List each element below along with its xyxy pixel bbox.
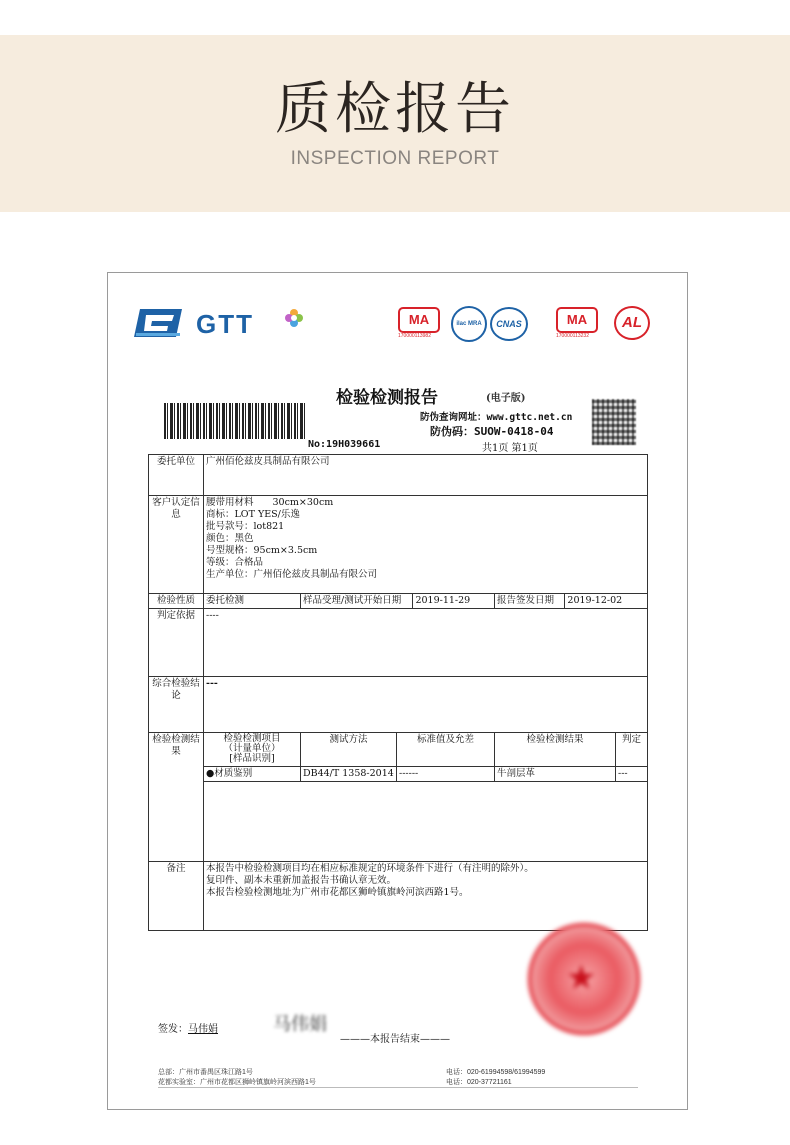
results-header-method: 测试方法 (301, 733, 397, 767)
gtt-flower-icon (284, 308, 304, 328)
result-method: DB44/T 1358-2014 (301, 767, 397, 782)
info-line: 腰带用材料 30cm×30cm (206, 497, 334, 508)
cma-number-2: 170000113232 (556, 333, 589, 339)
remark-line: 本报告检验检测地址为广州市花都区狮岭镇旗岭河滨西路1号。 (206, 887, 469, 898)
footer-phone-2: 电话：020-37721161 (446, 1079, 512, 1086)
signature-label: 签发： (158, 1024, 188, 1035)
basis-row (149, 609, 648, 677)
report-number: No:19H039661 (308, 439, 381, 450)
inspection-report-document (107, 272, 688, 1110)
basis-label: 判定依据 (149, 609, 204, 677)
anti-fake-code: 防伪码：SUOW-0418-04 (430, 425, 554, 438)
result-item: ●材质鉴别 (204, 767, 301, 782)
issue-date-cell (495, 594, 648, 609)
remarks-value (204, 862, 648, 931)
remarks-row (149, 862, 648, 931)
results-header-result: 检验检测结果 (495, 733, 616, 767)
results-empty-row (149, 782, 648, 862)
sample-date-label: 样品受理/测试开始日期 (301, 594, 413, 608)
sample-date-inner (301, 594, 494, 608)
results-header-item: 检验检测项目 （计量单位） [样品识别] (204, 733, 301, 767)
client-label: 委托单位 (149, 455, 204, 496)
inspection-nature-value: 委托检测 (204, 594, 301, 609)
info-line: 生产单位：广州佰伦兹皮具制品有限公司 (206, 569, 378, 580)
client-value: 广州佰伦兹皮具制品有限公司 (204, 455, 648, 496)
cal-seal-icon: AL (614, 306, 650, 340)
conclusion-label: 综合检验结论 (149, 677, 204, 733)
page-subtitle: INSPECTION REPORT (290, 148, 500, 169)
customer-info-value (204, 496, 648, 594)
page-title: 质检报告 (275, 77, 515, 142)
cma-number: 170000113982 (398, 333, 431, 339)
customer-info-label: 客户认定信息 (149, 496, 204, 594)
issue-date-value: 2019-12-02 (567, 595, 623, 606)
result-judge: --- (616, 767, 648, 782)
conclusion-value: --- (204, 677, 648, 733)
conclusion-row (149, 677, 648, 733)
basis-value: ---- (204, 609, 648, 677)
results-header-row (149, 733, 648, 767)
cma-seal-2-icon: MA (556, 307, 598, 333)
result-value: 牛剖层革 (495, 767, 616, 782)
table-row (149, 767, 648, 782)
official-red-stamp-icon: ★ (528, 923, 638, 1033)
inspection-nature-label: 检验性质 (149, 594, 204, 609)
qr-code-icon (592, 399, 636, 445)
report-end: ———本报告结束——— (340, 1034, 450, 1045)
cnas-icon: CNAS (490, 307, 528, 341)
footer-divider (158, 1087, 638, 1088)
footer-phone-1: 电话：020-61994598/61994599 (446, 1069, 546, 1076)
issue-date-inner (495, 594, 647, 608)
handwritten-signature: 马伟娟 (273, 1014, 327, 1035)
results-header-standard: 标准值及允差 (397, 733, 495, 767)
remark-line: 本报告中检验检测项目均在相应标准规定的环境条件下进行（有注明的除外）。 (206, 863, 534, 874)
info-line: 等级：合格品 (206, 557, 264, 568)
customer-info-row (149, 496, 648, 594)
gtt-logo-icon (134, 307, 184, 339)
client-row (149, 455, 648, 496)
info-line: 批号款号：lot821 (206, 521, 285, 532)
results-empty (204, 782, 648, 862)
info-line: 颜色：黑色 (206, 533, 254, 544)
result-standard: ------ (397, 767, 495, 782)
barcode-icon (164, 403, 307, 439)
report-title: 检验检测报告 (336, 388, 438, 408)
footer-hq: 总部：广州市番禺区珠江路1号 (158, 1069, 253, 1076)
ilac-mra-icon: ilac MRA (451, 306, 487, 342)
remark-line: 复印件、副本未重新加盖报告书确认章无效。 (206, 875, 397, 886)
gtt-logo-text: GTT (196, 309, 254, 339)
info-line: 商标：LOT YES/乐逸 (206, 509, 300, 520)
query-url: 防伪查询网址：www.gttc.net.cn (420, 412, 573, 423)
issue-date-label: 报告签发日期 (495, 594, 565, 608)
sample-date-cell (301, 594, 495, 609)
signatory-name: 马伟娟 (188, 1024, 218, 1035)
footer-lab: 花都实验室：广州市花都区狮岭镇旗岭河滨西路1号 (158, 1079, 316, 1086)
nature-row (149, 594, 648, 609)
report-table (148, 454, 648, 931)
sample-date-value: 2019-11-29 (415, 595, 471, 606)
remarks-label: 备注 (149, 862, 204, 931)
page-count: 共1页 第1页 (482, 443, 538, 454)
cma-seal-icon: MA (398, 307, 440, 333)
results-header-judge: 判定 (616, 733, 648, 767)
info-line: 号型规格：95cm×3.5cm (206, 545, 318, 556)
results-label: 检验检测结果 (149, 733, 204, 862)
report-edition: (电子版) (486, 393, 526, 404)
